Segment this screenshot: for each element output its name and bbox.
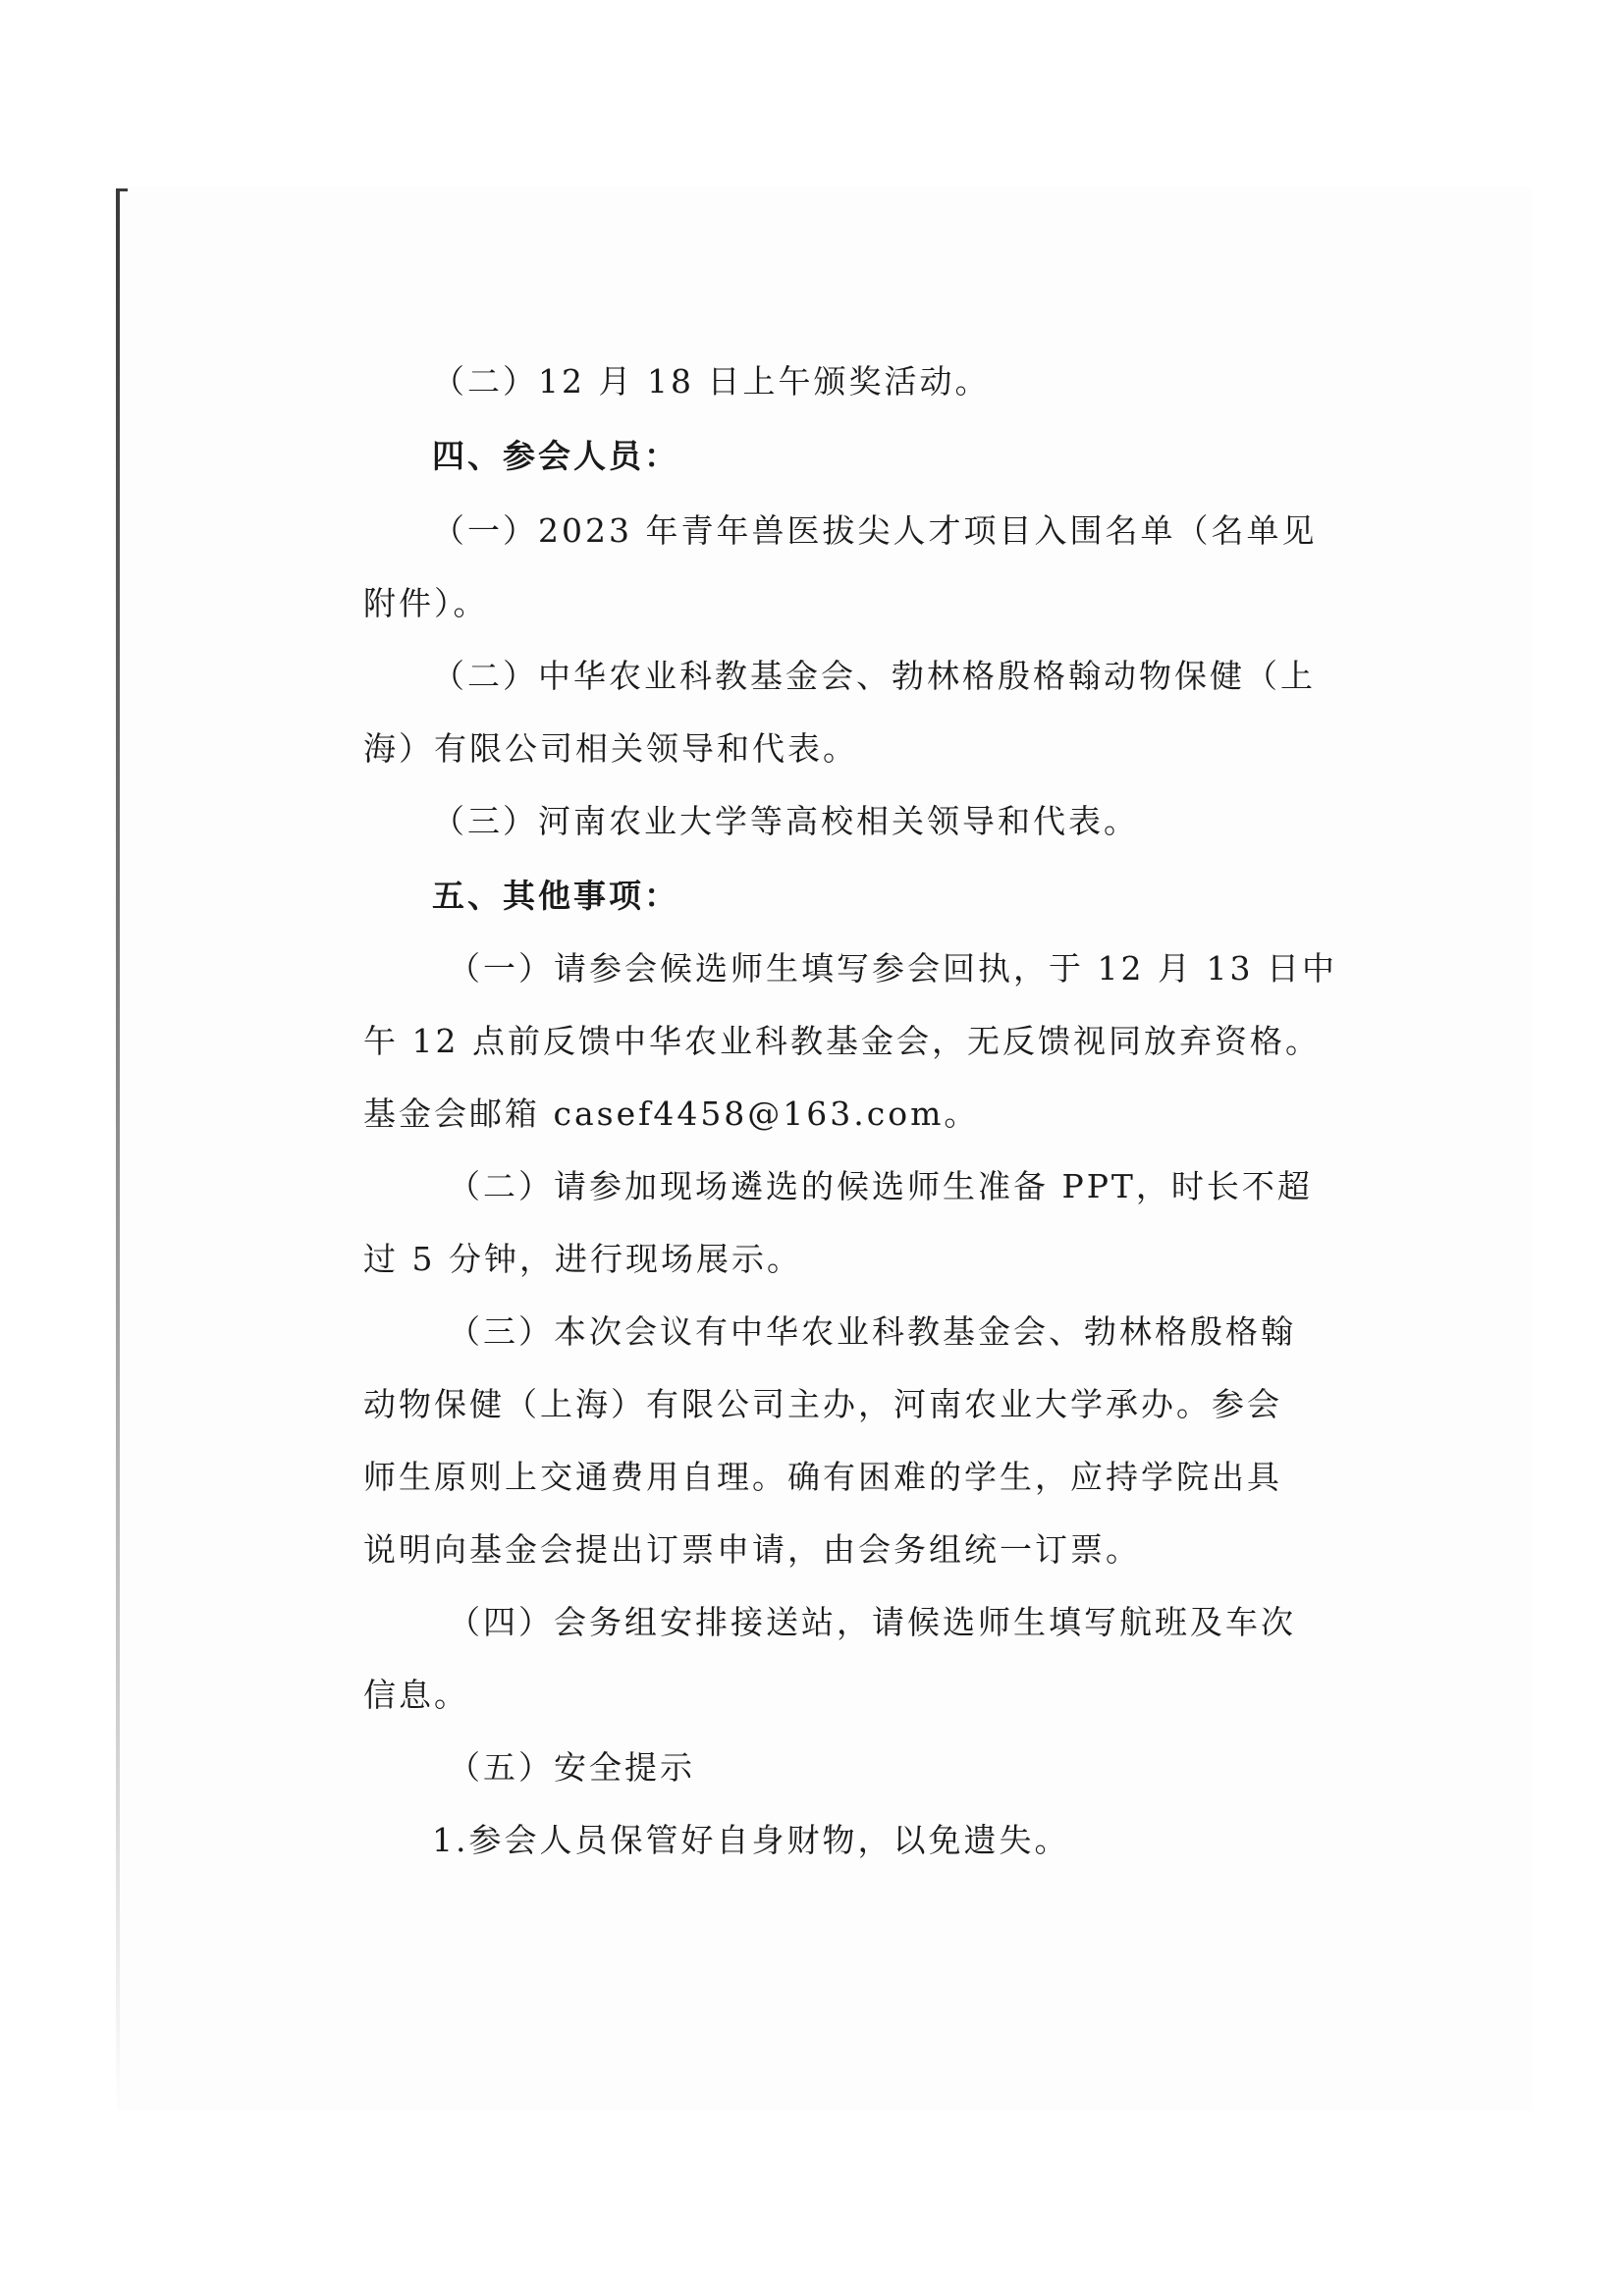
section-5-item-1-email: 基金会邮箱 casef4458@163.com。	[363, 1095, 980, 1133]
section-5-item-4-line-2: 信息。	[363, 1676, 469, 1714]
section-5-item-2-line-1: （二）请参加现场遴选的候选师生准备 PPT，时长不超	[448, 1167, 1313, 1205]
section-5-item-5-heading: （五）安全提示	[448, 1748, 695, 1787]
section-4-item-3: （三）河南农业大学等高校相关领导和代表。	[432, 802, 1139, 840]
section-5-heading: 五、其他事项：	[432, 877, 679, 915]
section-4-item-1-line-2: 附件）。	[363, 584, 489, 622]
section-5-item-3-line-1: （三）本次会议有中华农业科教基金会、勃林格殷格翰	[448, 1312, 1296, 1351]
scan-edge-tick	[116, 188, 128, 191]
section-5-item-3-line-4: 说明向基金会提出订票申请，由会务组统一订票。	[363, 1530, 1141, 1569]
safety-tip-1: 1.参会人员保管好自身财物，以免遗失。	[432, 1821, 1070, 1859]
section-4-item-1-line-1: （一）2023 年青年兽医拔尖人才项目入围名单（名单见	[432, 511, 1318, 550]
section-4-item-2-line-1: （二）中华农业科教基金会、勃林格殷格翰动物保健（上	[432, 657, 1316, 695]
section-4-item-2-line-2: 海）有限公司相关领导和代表。	[363, 729, 858, 768]
section-5-item-2-line-2: 过 5 分钟，进行现场展示。	[363, 1240, 802, 1278]
section-5-item-1-line-2: 午 12 点前反馈中华农业科教基金会，无反馈视同放弃资格。	[363, 1022, 1321, 1060]
section-4-heading: 四、参会人员：	[432, 437, 679, 475]
section-5-item-1-line-1: （一）请参会候选师生填写参会回执，于 12 月 13 日中	[448, 949, 1337, 988]
item-2-award-ceremony: （二）12 月 18 日上午颁奖活动。	[432, 362, 991, 400]
section-5-item-3-line-3: 师生原则上交通费用自理。确有困难的学生，应持学院出具	[363, 1458, 1282, 1496]
section-5-item-4-line-1: （四）会务组安排接送站，请候选师生填写航班及车次	[448, 1603, 1296, 1641]
section-5-item-3-line-2: 动物保健（上海）有限公司主办，河南农业大学承办。参会	[363, 1385, 1282, 1423]
scan-edge-mark	[116, 188, 120, 2112]
